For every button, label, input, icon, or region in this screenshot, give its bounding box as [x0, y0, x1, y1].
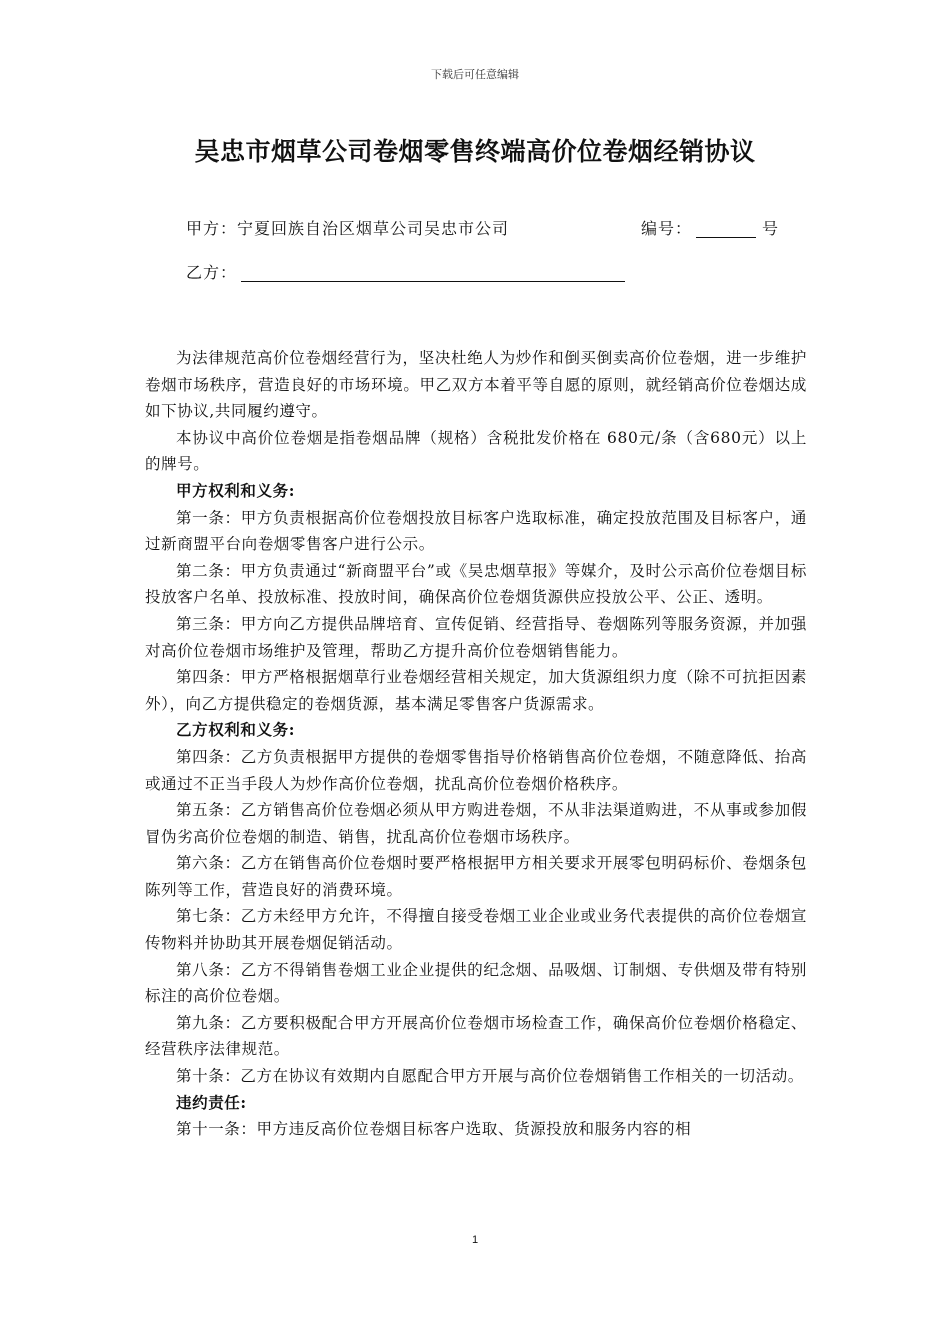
party-a-name: 宁夏回族自治区烟草公司吴忠市公司: [237, 219, 510, 238]
serial-label: 编号：: [641, 219, 693, 238]
party-b-blank: [241, 265, 625, 282]
party-b-row: [186, 260, 625, 283]
intro-paragraph: 为法律规范高价位卷烟经营行为，坚决杜绝人为炒作和倒买倒卖高价位卷烟，进一步维护卷烟市场秩序，营造良好的市场环境。甲乙双方本着平等自愿的原则，就经销高价位卷烟达成如下协议,共同履约遵守。: [145, 349, 807, 421]
header-note: 下载后可任意编辑: [431, 68, 519, 81]
serial-number: [641, 216, 779, 239]
clause: 第八条：乙方不得销售卷烟工业企业提供的纪念烟、品吸烟、订制烟、专供烟及带有特别标注的高价位卷烟。: [145, 960, 807, 1006]
party-b-label: 乙方：: [186, 263, 238, 282]
clause: 第三条：甲方向乙方提供品牌培育、宣传促销、经营指导、卷烟陈列等服务资源，并加强对高价位卷烟市场维护及管理，帮助乙方提升高价位卷烟销售能力。: [145, 614, 807, 660]
clause: 第二条：甲方负责通过“新商盟平台”或《吴忠烟草报》等媒介，及时公示高价位卷烟目标投放客户名单、投放标准、投放时间，确保高价位卷烟货源供应投放公平、公正、透明。: [145, 561, 807, 607]
clause: 第一条：甲方负责根据高价位卷烟投放目标客户选取标准，确定投放范围及目标客户，通过新商盟平台向卷烟零售客户进行公示。: [145, 508, 807, 554]
clause: 第七条：乙方未经甲方允许，不得擅自接受卷烟工业企业或业务代表提供的高价位卷烟宣传物料并协助其开展卷烟促销活动。: [145, 907, 807, 953]
clause: 第四条：乙方负责根据甲方提供的卷烟零售指导价格销售高价位卷烟，不随意降低、抬高或通过不正当手段人为炒作高价位卷烟，扰乱高价位卷烟价格秩序。: [145, 747, 807, 793]
clause: 第六条：乙方在销售高价位卷烟时要严格根据甲方相关要求开展零包明码标价、卷烟条包陈列等工作，营造良好的消费环境。: [145, 854, 807, 899]
clause: 第九条：乙方要积极配合甲方开展高价位卷烟市场检查工作，确保高价位卷烟价格稳定、经营秩序法律规范。: [145, 1013, 807, 1059]
clause: 第十一条：甲方违反高价位卷烟目标客户选取、货源投放和服务内容的相: [176, 1120, 692, 1139]
serial-suffix: 号: [762, 219, 780, 238]
agreement-body: [145, 345, 807, 1143]
document-title: 吴忠市烟草公司卷烟零售终端高价位卷烟经销协议: [194, 137, 756, 166]
section-heading-party-b: 乙方权利和义务:: [176, 720, 296, 740]
party-a-row: [186, 216, 509, 239]
intro-paragraph: 本协议中高价位卷烟是指卷烟品牌（规格）含税批发价格在 680元/条（含680元）以上的牌号。: [145, 428, 807, 474]
party-a-label: 甲方：: [186, 219, 238, 238]
clause: 第四条：甲方严格根据烟草行业卷烟经营相关规定，加大货源组织力度（除不可抗拒因素外），向乙方提供稳定的卷烟货源，基本满足零售客户货源需求。: [145, 668, 807, 713]
section-heading-party-a: 甲方权利和义务:: [176, 480, 296, 500]
clause: 第五条：乙方销售高价位卷烟必须从甲方购进卷烟，不从非法渠道购进，不从事或参加假冒伪劣高价位卷烟的制造、销售，扰乱高价位卷烟市场秩序。: [145, 801, 807, 846]
section-heading-breach: 违约责任:: [176, 1092, 247, 1112]
serial-blank: [696, 221, 756, 238]
clause: 第十条：乙方在协议有效期内自愿配合甲方开展与高价位卷烟销售工作相关的一切活动。: [176, 1067, 804, 1086]
page-number: 1: [471, 1234, 479, 1246]
